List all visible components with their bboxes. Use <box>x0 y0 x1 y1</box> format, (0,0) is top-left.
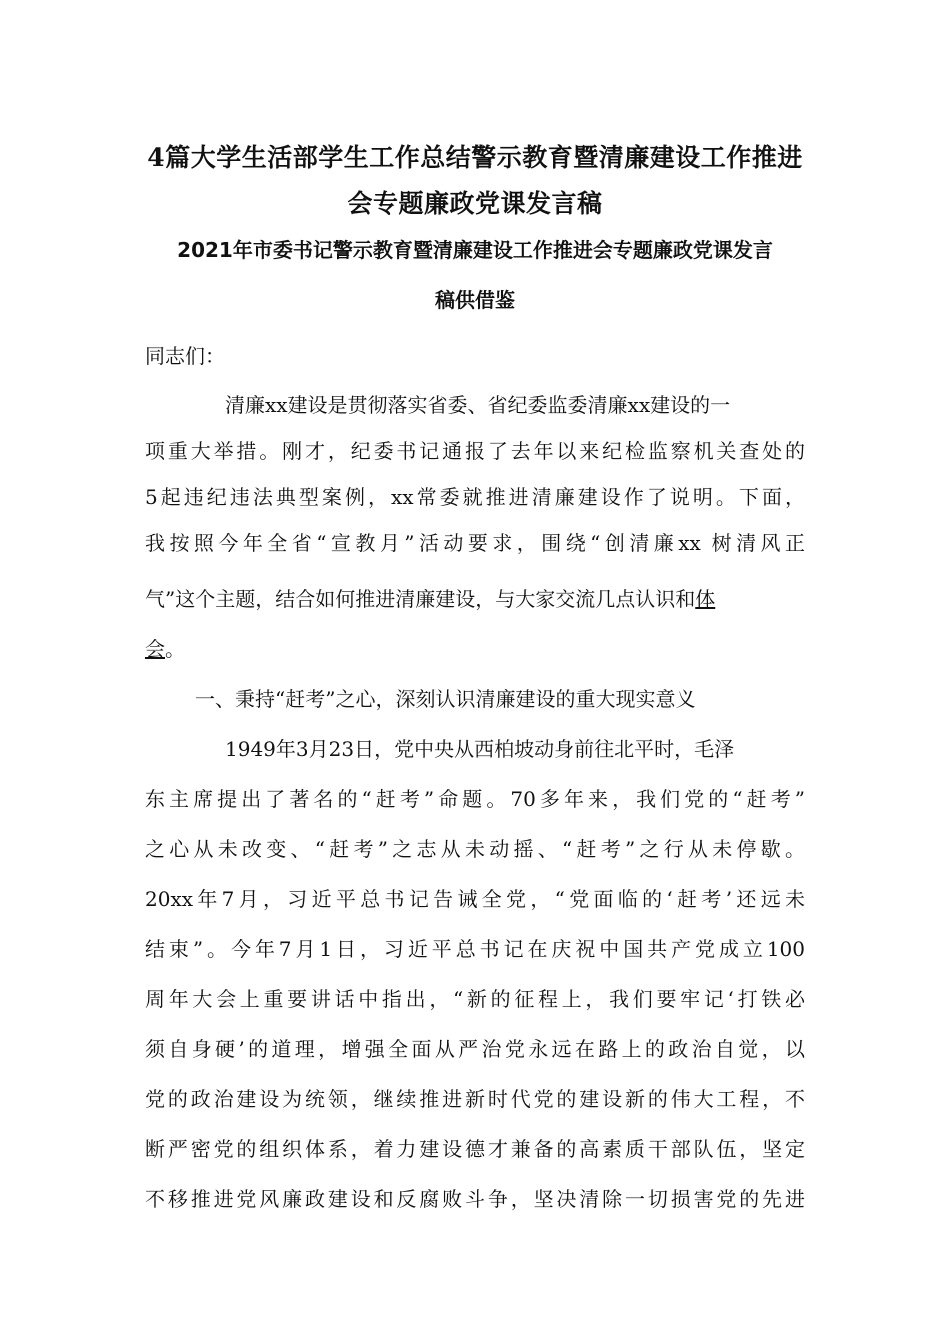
paragraph-2-line-1: 1949年3月23日，党中央从西柏坡动身前往北平时，毛泽 <box>225 737 735 761</box>
paragraph-1-line-4: 我按照今年全省“宣教月”活动要求，围绕“创清廉xx 树清风正 <box>145 531 805 555</box>
paragraph-1-line-6 <box>145 633 805 665</box>
paragraph-2-line-2: 东主席提出了著名的“赶考”命题。70多年来，我们党的“赶考” <box>145 787 805 811</box>
paragraph-1-line-5-text: 气”这个主题，结合如何推进清廉建设，与大家交流几点认识和 <box>145 587 696 611</box>
paragraph-2-line-3: 之心从未改变、“赶考”之志从未动摇、“赶考”之行从未停歇。 <box>145 837 805 861</box>
paragraph-2-line-9: 断严密党的组织体系，着力建设德才兼备的高素质干部队伍，坚定 <box>145 1137 805 1161</box>
paragraph-2-line-7: 须自身硬’的道理，增强全面从严治党永远在路上的政治自觉，以 <box>145 1037 805 1061</box>
underlined-word-part-a: 体 <box>695 587 716 611</box>
document-subtitle-line-1: 2021年市委书记警示教育暨清廉建设工作推进会专题廉政党课发言 <box>177 238 773 262</box>
paragraph-2-line-8: 党的政治建设为统领，继续推进新时代党的建设新的伟大工程，不 <box>145 1087 805 1111</box>
document-subtitle-line-2: 稿供借鉴 <box>435 288 515 312</box>
salutation: 同志们： <box>145 344 225 368</box>
paragraph-1-line-1: 清廉xx建设是贯彻落实省委、省纪委监委清廉xx建设的一 <box>225 393 731 417</box>
document-title-line-2: 会专题廉政党课发言稿 <box>347 189 603 218</box>
paragraph-1-line-5 <box>145 583 805 615</box>
underlined-word-part-b: 会 <box>145 637 165 661</box>
paragraph-1-line-2: 项重大举措。刚才，纪委书记通报了去年以来纪检监察机关查处的 <box>145 439 805 463</box>
paragraph-2-line-5: 结束”。今年7月1日，习近平总书记在庆祝中国共产党成立100 <box>145 937 805 961</box>
paragraph-1-end-punct: 。 <box>165 637 185 661</box>
paragraph-2-line-6: 周年大会上重要讲话中指出，“新的征程上，我们要牢记‘打铁必 <box>145 987 805 1011</box>
section-heading-1: 一、秉持“赶考”之心，深刻认识清廉建设的重大现实意义 <box>195 687 696 711</box>
paragraph-1-line-3: 5起违纪违法典型案例，xx常委就推进清廉建设作了说明。下面， <box>145 485 805 509</box>
paragraph-2-line-10: 不移推进党风廉政建设和反腐败斗争，坚决清除一切损害党的先进 <box>145 1187 805 1211</box>
document-title-line-1: 4篇大学生活部学生工作总结警示教育暨清廉建设工作推进 <box>147 143 803 172</box>
paragraph-2-line-4: 20xx年7月，习近平总书记告诫全党，“党面临的‘赶考’还远未 <box>145 887 805 911</box>
